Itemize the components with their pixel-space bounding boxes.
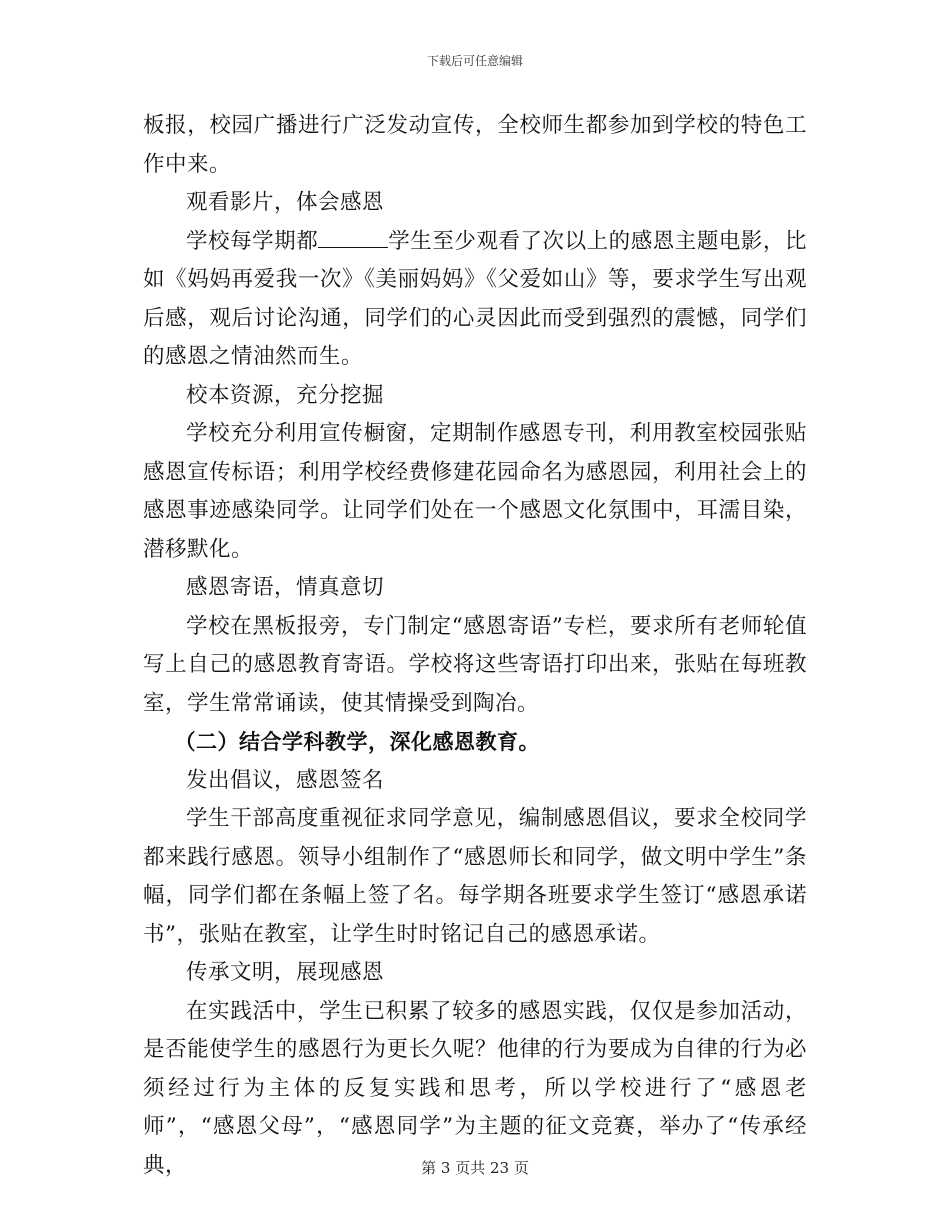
subheading-initiative-signing: 发出倡议，感恩签名 [186, 767, 385, 793]
subheading-watch-films: 观看影片，体会感恩 [186, 190, 385, 215]
paragraph-3: 学校充分利用宣传橱窗，定期制作感恩专刊，利用教室校园张贴感恩宣传标语；利用学校经费修建花园命名为感恩园，利用社会上的感恩事迹感染同学。让同学们处在一个感恩文化氛围中，耳濡目染，潜移默化。 [143, 421, 807, 562]
paragraph-2-rest: 学生至少观看了次以上的感恩主题电影，比如《妈妈再爱我一次》《美丽妈妈》《父爱如山》等，要求学生写出观后感，观后讨论沟通，同学们的心灵因此而受到强烈的震憾，同学们的感恩之情油然而生。 [143, 228, 807, 369]
section-heading-2: （二）结合学科教学，深化感恩教育。 [174, 730, 540, 754]
subheading-gratitude-messages: 感恩寄语，情真意切 [186, 575, 385, 600]
paragraph-5: 学生干部高度重视征求同学意见，编制感恩倡议，要求全校同学都来践行感恩。领导小组制作了“感恩师长和同学，做文明中学生”条幅，同学们都在条幅上签了名。每学期各班要求学生签订“感恩承诺书”，张贴在教室，让学生时时铭记自己的感恩承诺。 [143, 806, 807, 947]
page-footer: 第 3 页共 23 页 [421, 1159, 529, 1177]
paragraph-1: 板报，校园广播进行广泛发动宣传，全校师生都参加到学校的特色工作中来。 [143, 113, 807, 177]
paragraph-6: 在实践活中，学生已积累了较多的感恩实践，仅仅是参加活动，是否能使学生的感恩行为更长久呢？他律的行为要成为自律的行为必须经过行为主体的反复实践和思考，所以学校进行了“感恩老师”，“感恩父母”，“感恩同学”为主题的征文竞赛，举办了“传承经典， [143, 998, 807, 1178]
paragraph-2 [143, 223, 807, 377]
subheading-school-resources: 校本资源，充分挖掘 [186, 382, 385, 408]
document-body [143, 107, 807, 1185]
fill-in-blank [318, 229, 388, 248]
paragraph-2-start: 学校每学期都 [186, 228, 319, 254]
paragraph-4: 学校在黑板报旁，专门制定“感恩寄语”专栏，要求所有老师轮值写上自己的感恩教育寄语。学校将这些寄语打印出来，张贴在每班教室，学生常常诵读，使其情操受到陶冶。 [143, 613, 807, 716]
subheading-inherit-civilization: 传承文明，展现感恩 [186, 960, 385, 985]
page-header: 下载后可任意编辑 [426, 54, 523, 68]
